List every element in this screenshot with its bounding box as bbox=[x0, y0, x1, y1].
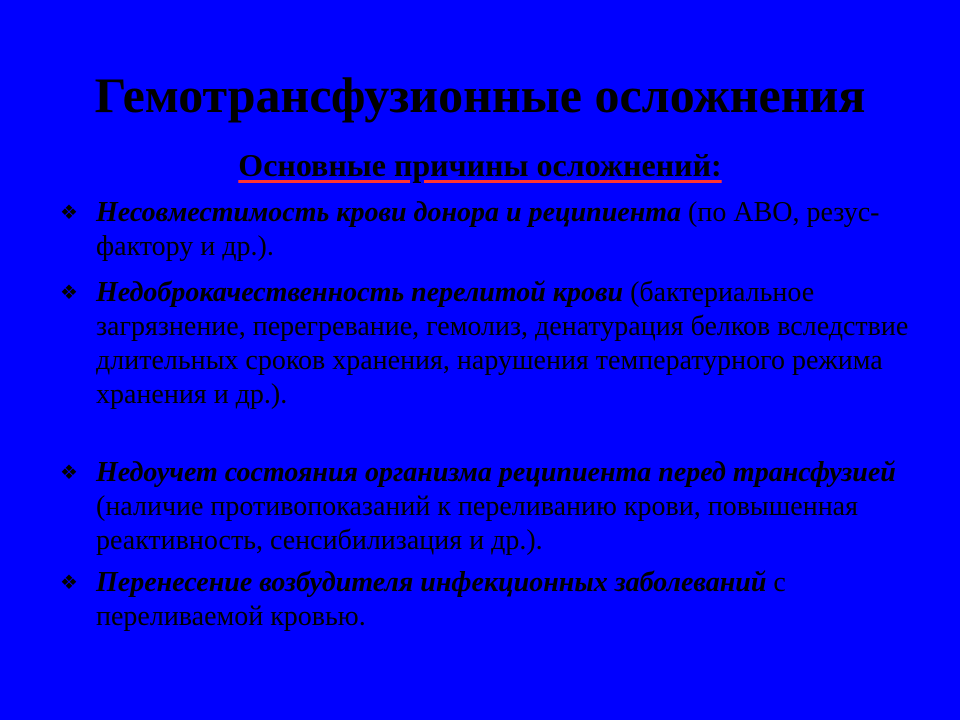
subtitle-wrap bbox=[0, 146, 960, 184]
list-item bbox=[60, 566, 910, 634]
bullet-icon: ❖ bbox=[60, 460, 78, 484]
list-item-text bbox=[96, 276, 910, 412]
list-item-emphasis: Перенесение возбудителя инфекционных заболеваний bbox=[96, 567, 767, 598]
list-item bbox=[60, 456, 910, 558]
list-item-rest: (бактериальное загрязнение, перегревание, гемолиз, денатурация белков вследствие длительных сроков хранения, нарушения температурного режима хранения и др.). bbox=[96, 277, 909, 410]
list-item-rest: (наличие противопоказаний к переливанию крови, повышенная реактивность, сенсибилизация и др.). bbox=[96, 491, 858, 556]
list-item-emphasis: Недоучет состояния организма реципиента перед трансфузией bbox=[96, 457, 896, 488]
list-item-text bbox=[96, 196, 910, 264]
list-item bbox=[60, 276, 910, 412]
list-item-emphasis: Несовместимость крови донора и реципиента bbox=[96, 197, 682, 228]
list-item-rest: с переливаемой кровью. bbox=[96, 567, 786, 632]
bullet-icon: ❖ bbox=[60, 200, 78, 224]
list-item-text bbox=[96, 566, 910, 634]
slide-subtitle: Основные причины осложнений: bbox=[238, 147, 722, 183]
list-item-emphasis: Недоброкачественность перелитой крови bbox=[96, 277, 624, 308]
slide-title: Гемотрансфузионные осложнения bbox=[94, 67, 866, 123]
bullet-icon: ❖ bbox=[60, 280, 78, 304]
list-item bbox=[60, 196, 910, 264]
bullet-icon: ❖ bbox=[60, 570, 78, 594]
list-item-rest: (по АВО, резус-фактору и др.). bbox=[96, 197, 880, 262]
list-item-text bbox=[96, 456, 910, 558]
